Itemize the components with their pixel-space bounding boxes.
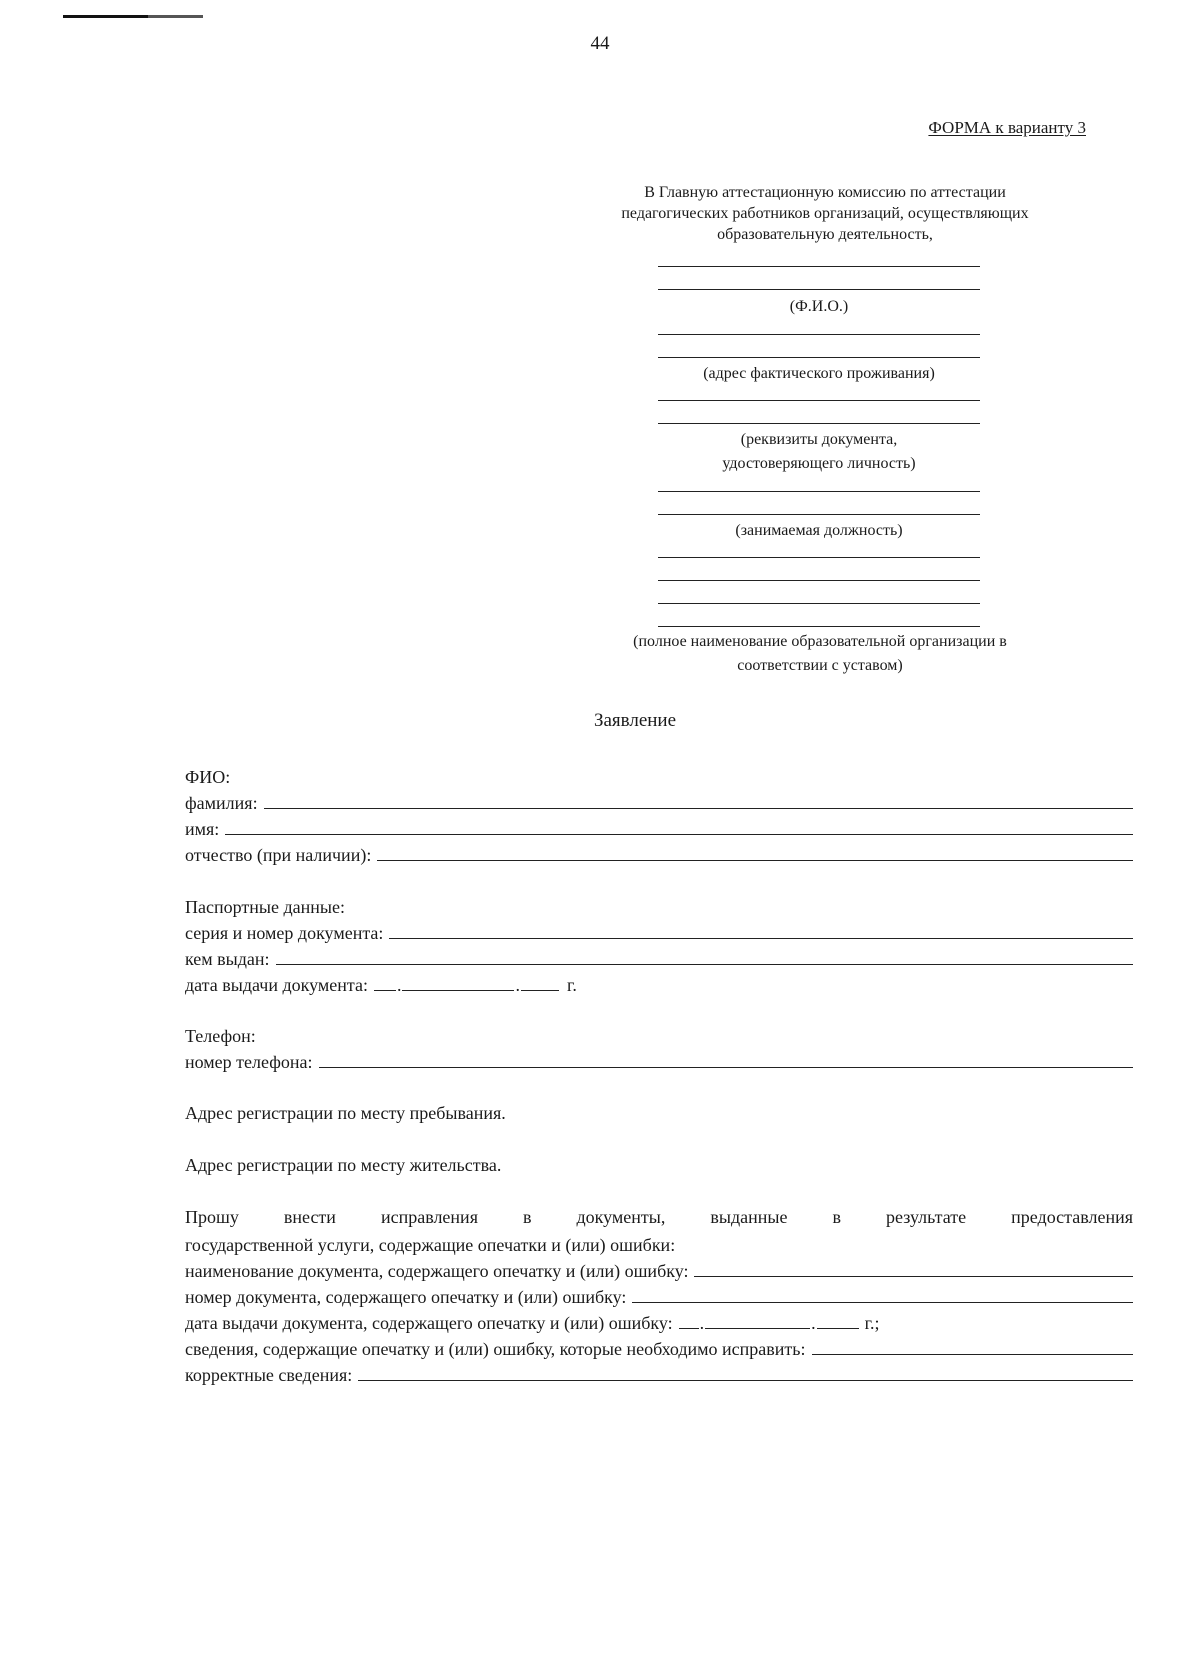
surname-label: фамилия: xyxy=(185,793,258,813)
phone-section xyxy=(185,1021,1133,1073)
wrong-info-label: сведения, содержащие опечатку и (или) ошибку, которые необходимо исправить: xyxy=(185,1339,806,1359)
fio-blank-line[interactable] xyxy=(658,288,980,290)
id-doc-blank-line[interactable] xyxy=(658,422,980,424)
issue-date-day-input[interactable] xyxy=(374,989,396,991)
caption-line: соответствии с уставом) xyxy=(737,657,903,674)
phone-field xyxy=(185,1047,1133,1073)
caption-org xyxy=(560,630,1080,678)
wrong-info-field xyxy=(185,1334,1133,1360)
doc-date-label: дата выдачи документа, содержащего опечатку и (или) ошибку: xyxy=(185,1313,673,1333)
org-blank-line[interactable] xyxy=(658,602,980,604)
addressee-line: педагогических работников организаций, осуществляющих xyxy=(621,205,1029,222)
org-blank-line[interactable] xyxy=(658,556,980,558)
patronymic-label: отчество (при наличии): xyxy=(185,845,372,865)
position-blank-line[interactable] xyxy=(658,490,980,492)
surname-field xyxy=(185,788,1133,814)
series-number-input[interactable] xyxy=(389,937,1133,939)
date-separator: . xyxy=(396,975,402,995)
scan-corner-mark xyxy=(63,15,203,18)
wrong-info-input[interactable] xyxy=(812,1353,1134,1355)
series-number-field xyxy=(185,918,1133,944)
request-line: Прошу внести исправления в документы, выданные в результате предоставления xyxy=(185,1207,1133,1227)
addressee-line: образовательную деятельность, xyxy=(717,226,933,243)
doc-date-suffix: г.; xyxy=(864,1313,880,1333)
statement-title: Заявление xyxy=(593,710,677,731)
doc-date-day-input[interactable] xyxy=(679,1327,699,1329)
address-temp-text: Адрес регистрации по месту пребывания. xyxy=(185,1103,506,1123)
correct-info-field xyxy=(185,1360,1133,1386)
phone-label: номер телефона: xyxy=(185,1052,313,1072)
doc-number-field xyxy=(185,1282,1133,1308)
id-doc-blank-line[interactable] xyxy=(658,399,980,401)
date-separator: . xyxy=(699,1313,705,1333)
year-suffix: г. xyxy=(566,975,577,995)
name-label: имя: xyxy=(185,819,220,839)
issue-date-year-input[interactable] xyxy=(521,989,559,991)
address-blank-line[interactable] xyxy=(658,333,980,335)
phone-heading: Телефон: xyxy=(185,1026,256,1046)
doc-date-month-input[interactable] xyxy=(705,1327,810,1329)
doc-date-year-input[interactable] xyxy=(817,1327,859,1329)
fio-blank-line[interactable] xyxy=(658,265,980,267)
address-temp-section xyxy=(185,1098,1133,1124)
doc-number-label: номер документа, содержащего опечатку и (или) ошибку: xyxy=(185,1287,627,1307)
caption-position: (занимаемая должность) xyxy=(735,522,903,539)
request-section xyxy=(185,1204,1133,1386)
patronymic-input[interactable] xyxy=(377,859,1133,861)
form-reference: ФОРМА к варианту 3 xyxy=(928,118,1086,137)
caption-fio: (Ф.И.О.) xyxy=(789,298,849,315)
correct-info-input[interactable] xyxy=(358,1379,1133,1381)
date-separator: . xyxy=(811,1313,816,1333)
caption-line: (полное наименование образовательной организации в xyxy=(633,633,1007,650)
patronymic-field xyxy=(185,840,1133,866)
doc-number-input[interactable] xyxy=(632,1301,1133,1303)
issued-by-label: кем выдан: xyxy=(185,949,270,969)
addressee-block xyxy=(555,182,1095,245)
name-field xyxy=(185,814,1133,840)
org-blank-line[interactable] xyxy=(658,625,980,627)
caption-address: (адрес фактического проживания) xyxy=(703,365,935,382)
series-number-label: серия и номер документа: xyxy=(185,923,384,943)
surname-input[interactable] xyxy=(264,807,1133,809)
issued-by-input[interactable] xyxy=(276,963,1133,965)
request-line: государственной услуги, содержащие опечатки и (или) ошибки: xyxy=(185,1235,676,1255)
passport-section xyxy=(185,892,1133,996)
caption-id-doc xyxy=(658,428,980,476)
fio-heading: ФИО: xyxy=(185,767,231,787)
issue-date-label: дата выдачи документа: xyxy=(185,975,368,995)
phone-input[interactable] xyxy=(319,1066,1133,1068)
issue-date-month-input[interactable] xyxy=(402,989,514,991)
issue-date-field xyxy=(185,970,1133,996)
doc-date-field xyxy=(185,1308,1133,1334)
position-blank-line[interactable] xyxy=(658,513,980,515)
doc-name-input[interactable] xyxy=(694,1275,1133,1277)
address-perm-text: Адрес регистрации по месту жительства. xyxy=(185,1155,502,1175)
caption-line: удостоверяющего личность) xyxy=(722,455,916,472)
name-input[interactable] xyxy=(225,833,1133,835)
correct-info-label: корректные сведения: xyxy=(185,1365,353,1385)
passport-heading: Паспортные данные: xyxy=(185,897,345,917)
caption-line: (реквизиты документа, xyxy=(740,431,898,448)
doc-name-label: наименование документа, содержащего опечатку и (или) ошибку: xyxy=(185,1261,689,1281)
issued-by-field xyxy=(185,944,1133,970)
page-number: 44 xyxy=(590,33,610,54)
org-blank-line[interactable] xyxy=(658,579,980,581)
addressee-line: В Главную аттестационную комиссию по аттестации xyxy=(644,184,1006,201)
fio-section xyxy=(185,762,1133,866)
doc-name-field xyxy=(185,1256,1133,1282)
address-perm-section xyxy=(185,1150,1133,1176)
date-separator: . xyxy=(515,975,520,995)
address-blank-line[interactable] xyxy=(658,356,980,358)
